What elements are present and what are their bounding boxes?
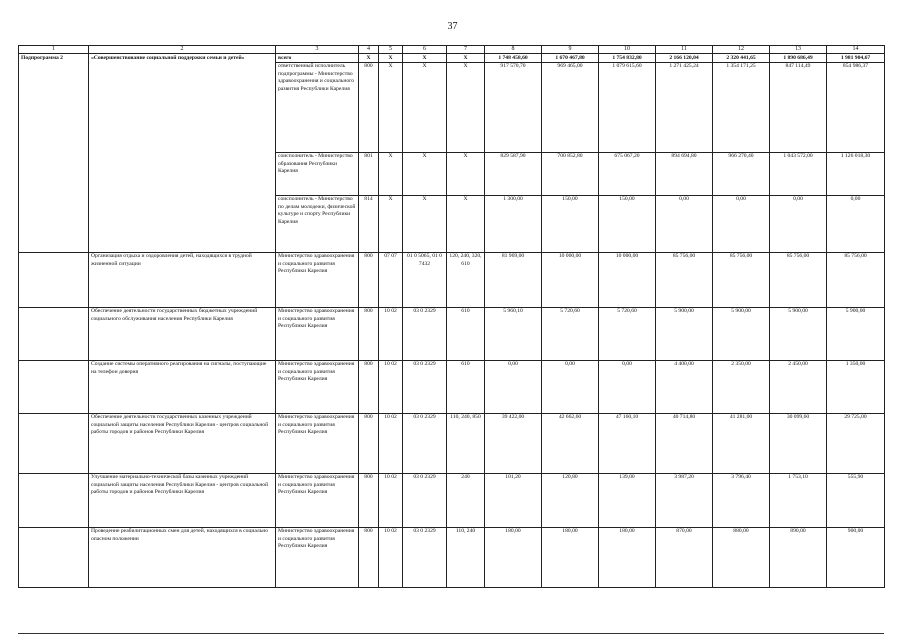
activity-name: Улучшение материально-технической базы казенных учреждений социальной защиты населения Республики Карелия - центров социальной работы городов и районов Республики Карелия xyxy=(89,474,276,528)
value-cell: 890,00 xyxy=(770,528,827,588)
subprogram-label: Подпрограмма 2 xyxy=(19,54,89,253)
activity-name: Обеспечение деятельности государственных бюджетных учреждений социального обслуживания населения Республики Карелия xyxy=(89,308,276,361)
activity-name: Проведение реабилитационных смен для детей, находящихся в социально опасном положении xyxy=(89,528,276,588)
value-cell: 900,00 xyxy=(827,528,885,588)
code-cell: Х xyxy=(379,196,403,253)
executor-cell: Министерство здравоохранения и социального развития Республики Карелия xyxy=(276,253,359,308)
header-cell: 13 xyxy=(770,46,827,54)
executor-cell: Министерство здравоохранения и социального развития Республики Карелия xyxy=(276,308,359,361)
bottom-rule xyxy=(18,633,884,634)
value-cell: 675 067,20 xyxy=(599,153,656,196)
header-cell: 8 xyxy=(485,46,542,54)
value-cell: 5 900,00 xyxy=(770,308,827,361)
empty-cell xyxy=(19,253,89,308)
value-cell: 120,80 xyxy=(542,474,599,528)
code-cell: 10 02 xyxy=(379,308,403,361)
empty-cell xyxy=(19,308,89,361)
code-cell: Х xyxy=(379,63,403,153)
value-cell: 3 987,20 xyxy=(656,474,713,528)
table-row xyxy=(19,361,885,414)
code-cell: 07 07 xyxy=(379,253,403,308)
executor-cell: ответственный исполнитель подпрограммы - Министерство здравоохранения и социального развития Республики Карелия xyxy=(276,63,359,153)
empty-cell xyxy=(19,474,89,528)
value-cell: 150,00 xyxy=(599,196,656,253)
code-cell: 800 xyxy=(359,414,379,474)
code-cell: 03 0 2329 xyxy=(403,528,447,588)
header-cell: 1 xyxy=(19,46,89,54)
code-cell: 814 xyxy=(359,196,379,253)
code-cell: Х xyxy=(447,196,485,253)
value-cell: 85 756,00 xyxy=(770,253,827,308)
value-cell: 180,00 xyxy=(542,528,599,588)
value-cell: 150,00 xyxy=(542,196,599,253)
value-cell: 10 000,00 xyxy=(542,253,599,308)
value-cell: 2 166 120,04 xyxy=(656,54,713,63)
table-row-total xyxy=(19,54,885,63)
code-cell: 10 02 xyxy=(379,414,403,474)
executor-cell: Министерство здравоохранения и социального развития Республики Карелия xyxy=(276,474,359,528)
value-cell: 180,00 xyxy=(485,528,542,588)
code-cell: 610 xyxy=(447,361,485,414)
executor-cell: всего xyxy=(276,54,359,63)
value-cell: 1 126 018,30 xyxy=(827,153,885,196)
activity-name: Создание системы оперативного реагирования на сигналы, поступающие на телефон доверия xyxy=(89,361,276,414)
code-cell: 800 xyxy=(359,474,379,528)
value-cell: 30 099,60 xyxy=(770,414,827,474)
header-cell: 5 xyxy=(379,46,403,54)
code-cell: Х xyxy=(379,153,403,196)
header-cell: 11 xyxy=(656,46,713,54)
table-row xyxy=(19,253,885,308)
code-cell: 10 02 xyxy=(379,474,403,528)
code-cell: 610 xyxy=(447,308,485,361)
code-cell: 03 0 2329 xyxy=(403,474,447,528)
value-cell: 966 270,40 xyxy=(713,153,770,196)
header-cell: 3 xyxy=(276,46,359,54)
value-cell: 42 662,60 xyxy=(542,414,599,474)
value-cell: 0,00 xyxy=(485,361,542,414)
empty-cell xyxy=(19,414,89,474)
code-cell: Х xyxy=(379,54,403,63)
table-row xyxy=(19,308,885,361)
code-cell: 10 02 xyxy=(379,528,403,588)
code-cell: 01 0 5065, 01 0 7432 xyxy=(403,253,447,308)
page-number: 37 xyxy=(447,21,458,32)
value-cell: 85 756,00 xyxy=(827,253,885,308)
code-cell: 800 xyxy=(359,63,379,153)
value-cell: 1 754 832,80 xyxy=(599,54,656,63)
value-cell: 180,00 xyxy=(599,528,656,588)
code-cell: Х xyxy=(403,54,447,63)
value-cell: 1 981 904,67 xyxy=(827,54,885,63)
code-cell: 03 0 2329 xyxy=(403,308,447,361)
value-cell: 47 160,10 xyxy=(599,414,656,474)
value-cell: 1 300,00 xyxy=(485,196,542,253)
value-cell: 1 350,00 xyxy=(827,361,885,414)
value-cell: 3 796,40 xyxy=(713,474,770,528)
header-cell: 6 xyxy=(403,46,447,54)
value-cell: 5 900,00 xyxy=(827,308,885,361)
value-cell: 4 400,00 xyxy=(656,361,713,414)
value-cell: 2 450,00 xyxy=(770,361,827,414)
value-cell: 854 986,37 xyxy=(827,63,885,153)
value-cell: 0,00 xyxy=(827,196,885,253)
value-cell: 1 753,10 xyxy=(770,474,827,528)
value-cell: 969 465,00 xyxy=(542,63,599,153)
code-cell: 110, 240 xyxy=(447,528,485,588)
value-cell: 41 281,00 xyxy=(713,414,770,474)
value-cell: 870,00 xyxy=(656,528,713,588)
table-row xyxy=(19,528,885,588)
code-cell: Х xyxy=(403,196,447,253)
code-cell: 03 0 2329 xyxy=(403,361,447,414)
code-cell: Х xyxy=(403,63,447,153)
code-cell: 240 xyxy=(447,474,485,528)
header-cell: 14 xyxy=(827,46,885,54)
code-cell: 800 xyxy=(359,528,379,588)
empty-cell xyxy=(19,361,89,414)
value-cell: 894 694,80 xyxy=(656,153,713,196)
executor-cell: соисполнитель - Министерство образования Республики Карелия xyxy=(276,153,359,196)
value-cell: 81 969,00 xyxy=(485,253,542,308)
table-row xyxy=(19,474,885,528)
value-cell: 10 000,00 xyxy=(599,253,656,308)
empty-cell xyxy=(19,528,89,588)
value-cell: 0,00 xyxy=(542,361,599,414)
table-header xyxy=(19,46,885,54)
budget-table xyxy=(18,45,885,588)
value-cell: 101,20 xyxy=(485,474,542,528)
code-cell: 801 xyxy=(359,153,379,196)
value-cell: 85 756,00 xyxy=(656,253,713,308)
code-cell: 110, 240, 850 xyxy=(447,414,485,474)
header-cell: 2 xyxy=(89,46,276,54)
code-cell: Х xyxy=(447,54,485,63)
code-cell: Х xyxy=(447,63,485,153)
value-cell: 0,00 xyxy=(599,361,656,414)
value-cell: 1 890 686,49 xyxy=(770,54,827,63)
code-cell: Х xyxy=(447,153,485,196)
code-cell: Х xyxy=(359,54,379,63)
subprogram-name: «Совершенствование социальной поддержки семьи и детей» xyxy=(89,54,276,253)
code-cell: 800 xyxy=(359,308,379,361)
value-cell: 5 960,10 xyxy=(485,308,542,361)
value-cell: 847 114,49 xyxy=(770,63,827,153)
value-cell: 5 720,60 xyxy=(542,308,599,361)
executor-cell: Министерство здравоохранения и социального развития Республики Карелия xyxy=(276,361,359,414)
value-cell: 5 900,00 xyxy=(713,308,770,361)
executor-cell: соисполнитель - Министерство по делам молодежи, физической культуре и спорту Республики Карелия xyxy=(276,196,359,253)
value-cell: 1 043 572,00 xyxy=(770,153,827,196)
value-cell: 1 079 615,60 xyxy=(599,63,656,153)
executor-cell: Министерство здравоохранения и социального развития Республики Карелия xyxy=(276,528,359,588)
value-cell: 40 714,80 xyxy=(656,414,713,474)
value-cell: 0,00 xyxy=(770,196,827,253)
value-cell: 1 670 467,80 xyxy=(542,54,599,63)
value-cell: 1 748 458,60 xyxy=(485,54,542,63)
value-cell: 2 320 441,65 xyxy=(713,54,770,63)
header-cell: 4 xyxy=(359,46,379,54)
header-cell: 7 xyxy=(447,46,485,54)
header-cell: 9 xyxy=(542,46,599,54)
value-cell: 700 852,80 xyxy=(542,153,599,196)
value-cell: 0,00 xyxy=(713,196,770,253)
value-cell: 880,00 xyxy=(713,528,770,588)
header-cell: 12 xyxy=(713,46,770,54)
value-cell: 555,90 xyxy=(827,474,885,528)
activity-name: Организация отдыха и оздоровления детей, находящихся в трудной жизненной ситуации xyxy=(89,253,276,308)
value-cell: 5 900,00 xyxy=(656,308,713,361)
executor-cell: Министерство здравоохранения и социального развития Республики Карелия xyxy=(276,414,359,474)
value-cell: 39 422,00 xyxy=(485,414,542,474)
table-row xyxy=(19,414,885,474)
value-cell: 917 570,70 xyxy=(485,63,542,153)
value-cell: 1 271 425,24 xyxy=(656,63,713,153)
code-cell: 800 xyxy=(359,253,379,308)
code-cell: Х xyxy=(403,153,447,196)
value-cell: 85 756,00 xyxy=(713,253,770,308)
value-cell: 2 350,00 xyxy=(713,361,770,414)
header-cell: 10 xyxy=(599,46,656,54)
value-cell: 829 587,90 xyxy=(485,153,542,196)
value-cell: 5 720,60 xyxy=(599,308,656,361)
value-cell: 0,00 xyxy=(656,196,713,253)
value-cell: 139,00 xyxy=(599,474,656,528)
code-cell: 10 02 xyxy=(379,361,403,414)
value-cell: 29 725,00 xyxy=(827,414,885,474)
code-cell: 120, 240, 320, 610 xyxy=(447,253,485,308)
value-cell: 1 354 171,25 xyxy=(713,63,770,153)
activity-name: Обеспечение деятельности государственных казенных учреждений социальной защиты населения Республики Карелия - центров социальной работы городов и районов Республики Карелия xyxy=(89,414,276,474)
code-cell: 03 0 2329 xyxy=(403,414,447,474)
code-cell: 800 xyxy=(359,361,379,414)
